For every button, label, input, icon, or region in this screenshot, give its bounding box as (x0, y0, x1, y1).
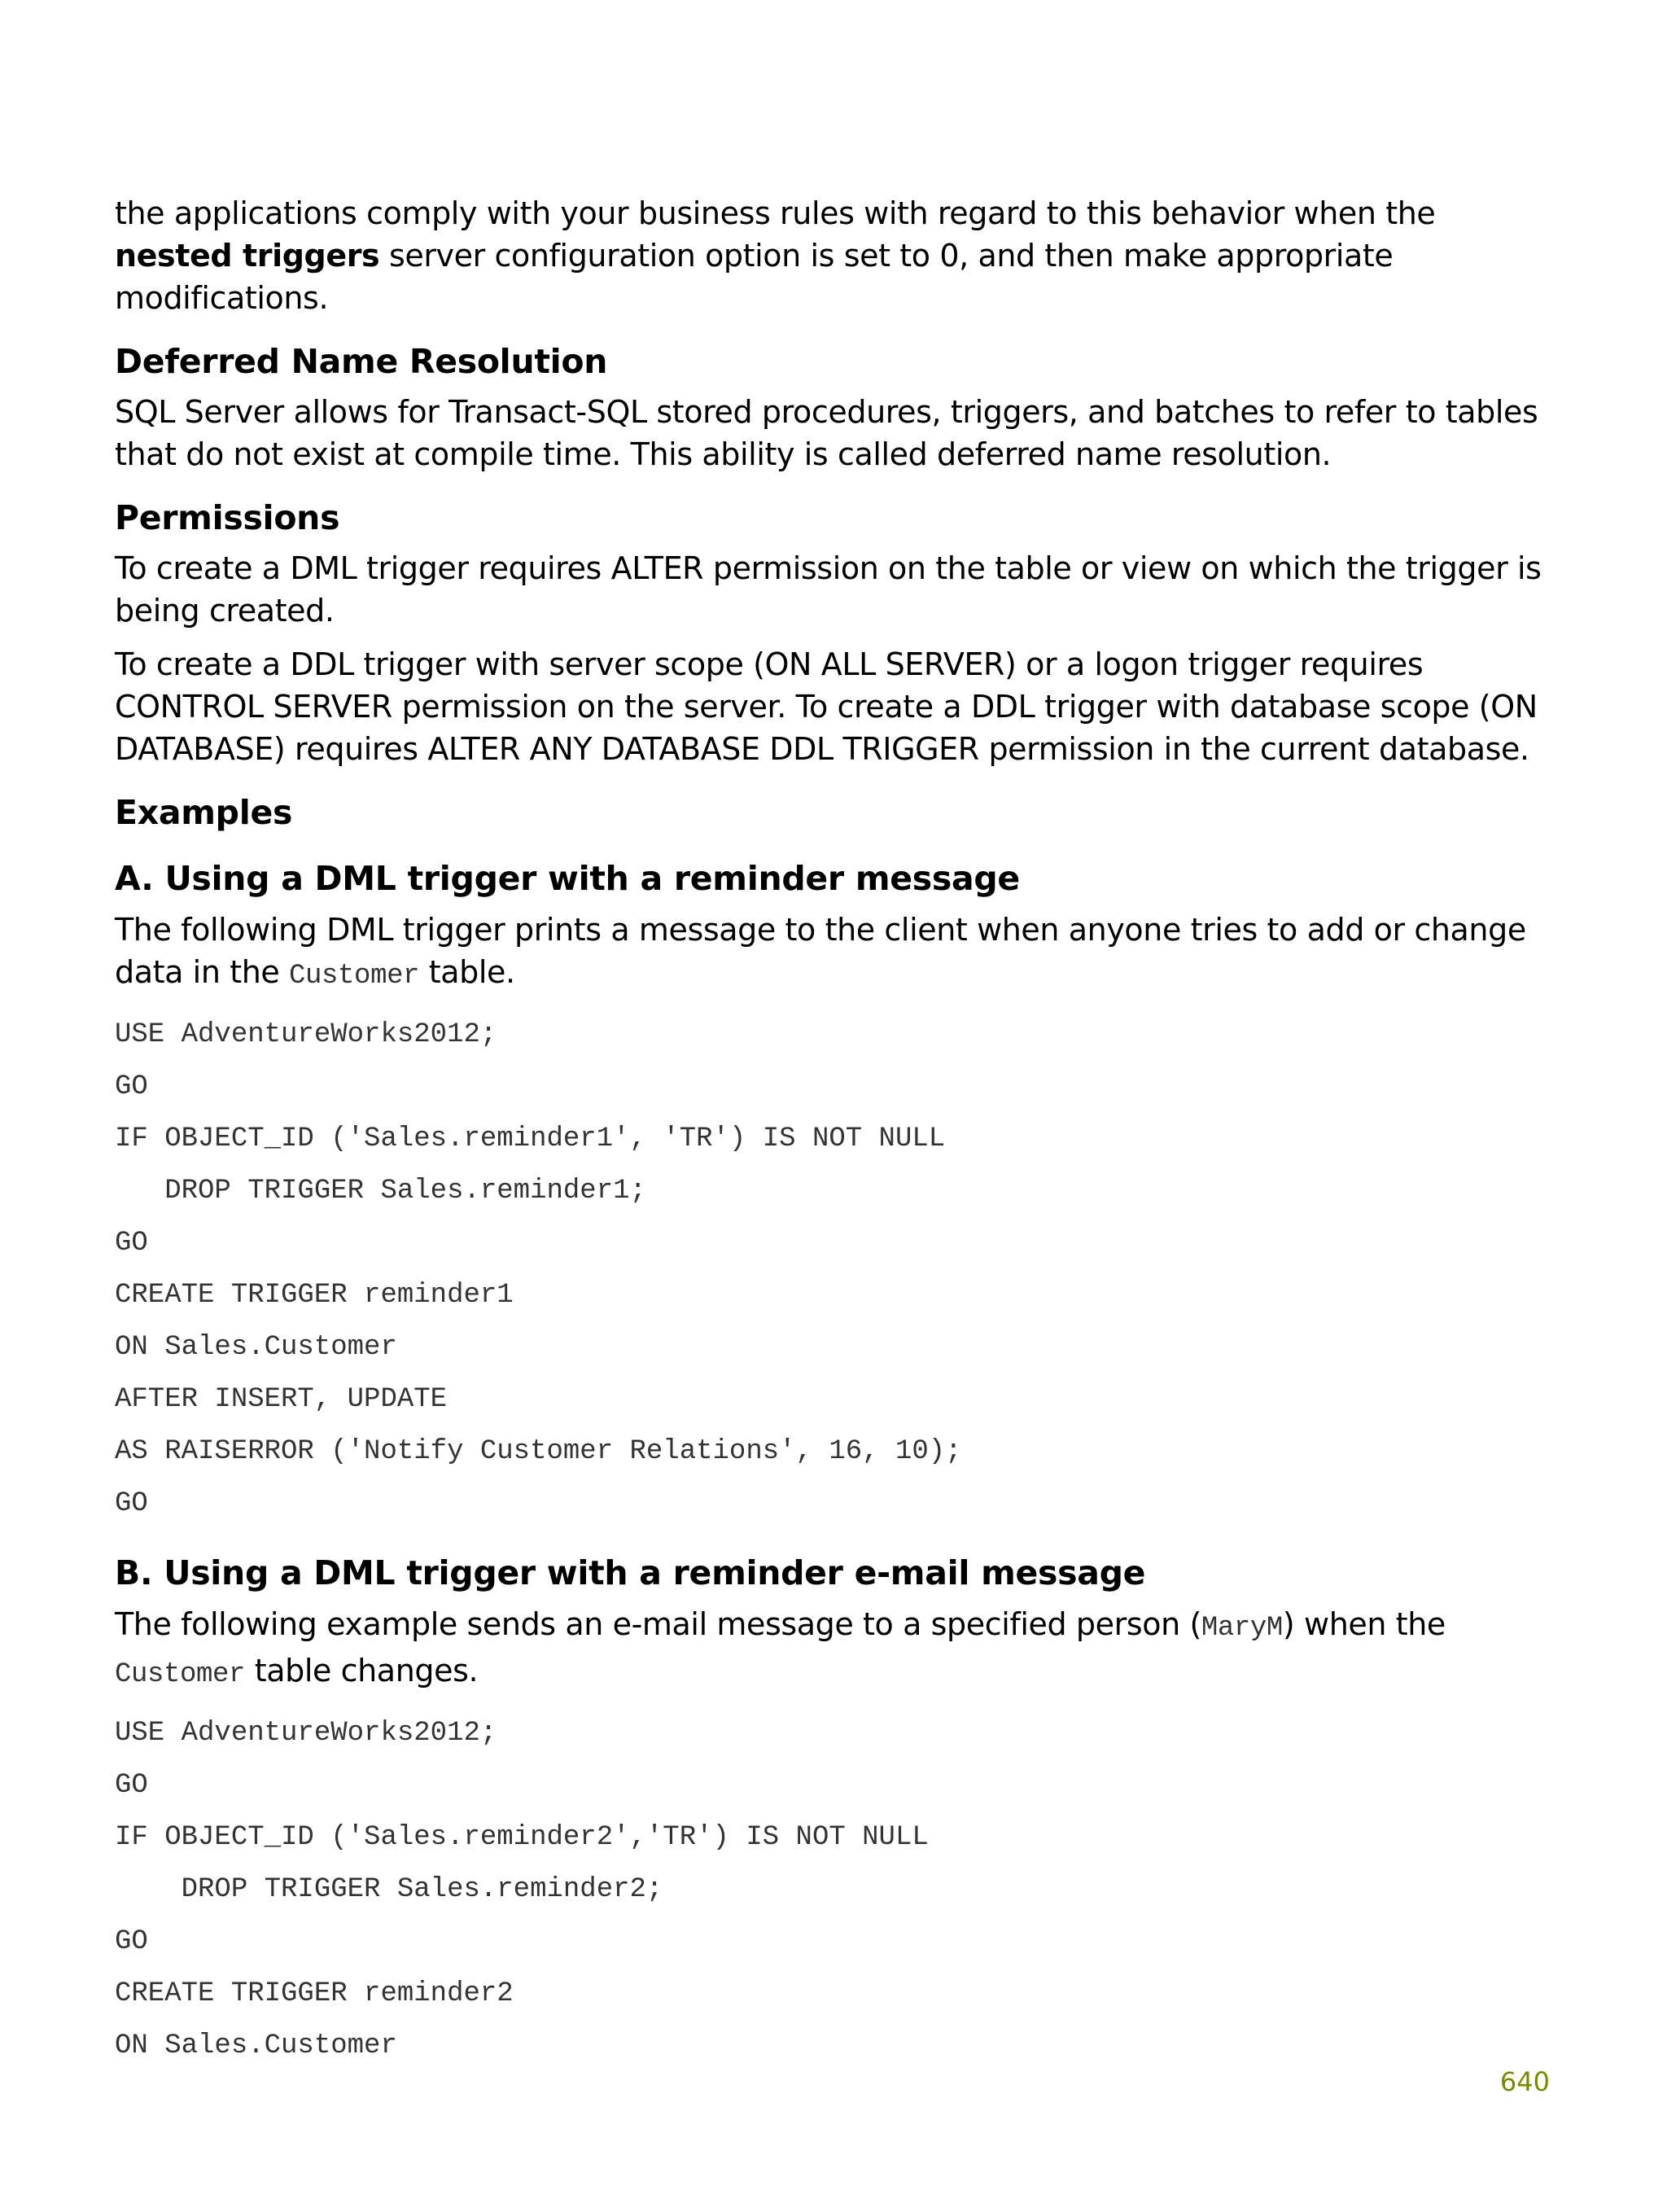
deferred-name-resolution-heading: Deferred Name Resolution (115, 342, 608, 381)
code-line: CREATE TRIGGER reminder2 (115, 1978, 514, 2009)
example-a-paragraph (115, 909, 1547, 997)
code-line: IF OBJECT_ID ('Sales.reminder1', 'TR') IS NOT NULL (115, 1124, 946, 1154)
code-line: CREATE TRIGGER reminder1 (115, 1280, 514, 1311)
example-b-text-2: ) when the (1282, 1606, 1446, 1642)
code-line: USE AdventureWorks2012; (115, 1019, 497, 1050)
page-content (115, 192, 1547, 2072)
code-line: AFTER INSERT, UPDATE (115, 1384, 448, 1415)
intro-paragraph (115, 192, 1547, 319)
code-line: GO (115, 1926, 148, 1957)
code-line: GO (115, 1228, 148, 1259)
code-line: GO (115, 1071, 148, 1102)
example-b-inline-code-2: Customer (115, 1659, 246, 1690)
page-number: 640 (1499, 2066, 1550, 2097)
example-b-paragraph (115, 1603, 1547, 1696)
example-a-code-block (115, 1009, 1547, 1530)
example-b-text-3: table changes. (245, 1653, 479, 1689)
intro-text-2: server configuration option is set to 0, and then make appropriate modifications. (115, 238, 1394, 316)
code-line: GO (115, 1488, 148, 1519)
examples-heading: Examples (115, 793, 293, 832)
example-b-text-1: The following example sends an e-mail message to a specified person ( (115, 1606, 1201, 1642)
permissions-paragraph-2: To create a DDL trigger with server scope (ON ALL SERVER) or a logon trigger requires CONTROL SERVER permission on the server. To create a DDL trigger with database scope (ON DATABASE) requires ALTER ANY DATABASE DDL TRIGGER permission in the current database. (115, 646, 1538, 767)
permissions-paragraph-1: To create a DML trigger requires ALTER permission on the table or view on which the trigger is being created. (115, 550, 1542, 629)
code-line: GO (115, 1770, 148, 1801)
example-b-heading: B. Using a DML trigger with a reminder e-mail message (115, 1553, 1146, 1592)
permissions-heading: Permissions (115, 498, 340, 537)
intro-bold-term: nested triggers (115, 238, 380, 274)
example-a-heading: A. Using a DML trigger with a reminder message (115, 859, 1020, 898)
deferred-name-resolution-paragraph: SQL Server allows for Transact-SQL stored procedures, triggers, and batches to refer to tables that do not exist at compile time. This ability is called deferred name resolution. (115, 394, 1538, 472)
example-a-text-2: table. (419, 954, 515, 990)
example-b-inline-code-1: MaryM (1201, 1613, 1283, 1644)
code-line: ON Sales.Customer (115, 1332, 397, 1363)
example-a-text-1: The following DML trigger prints a message to the client when anyone tries to add or change data in the (115, 912, 1526, 990)
intro-text-1: the applications comply with your business rules with regard to this behavior when the (115, 195, 1436, 231)
code-line: DROP TRIGGER Sales.reminder2; (115, 1874, 663, 1905)
code-line: IF OBJECT_ID ('Sales.reminder2','TR') IS NOT NULL (115, 1822, 929, 1853)
example-a-inline-code: Customer (289, 961, 420, 992)
example-b-code-block (115, 1707, 1547, 2072)
code-line: ON Sales.Customer (115, 2030, 397, 2061)
code-line: DROP TRIGGER Sales.reminder1; (115, 1176, 646, 1207)
code-line: USE AdventureWorks2012; (115, 1718, 497, 1749)
code-line: AS RAISERROR ('Notify Customer Relations', 16, 10); (115, 1436, 962, 1467)
